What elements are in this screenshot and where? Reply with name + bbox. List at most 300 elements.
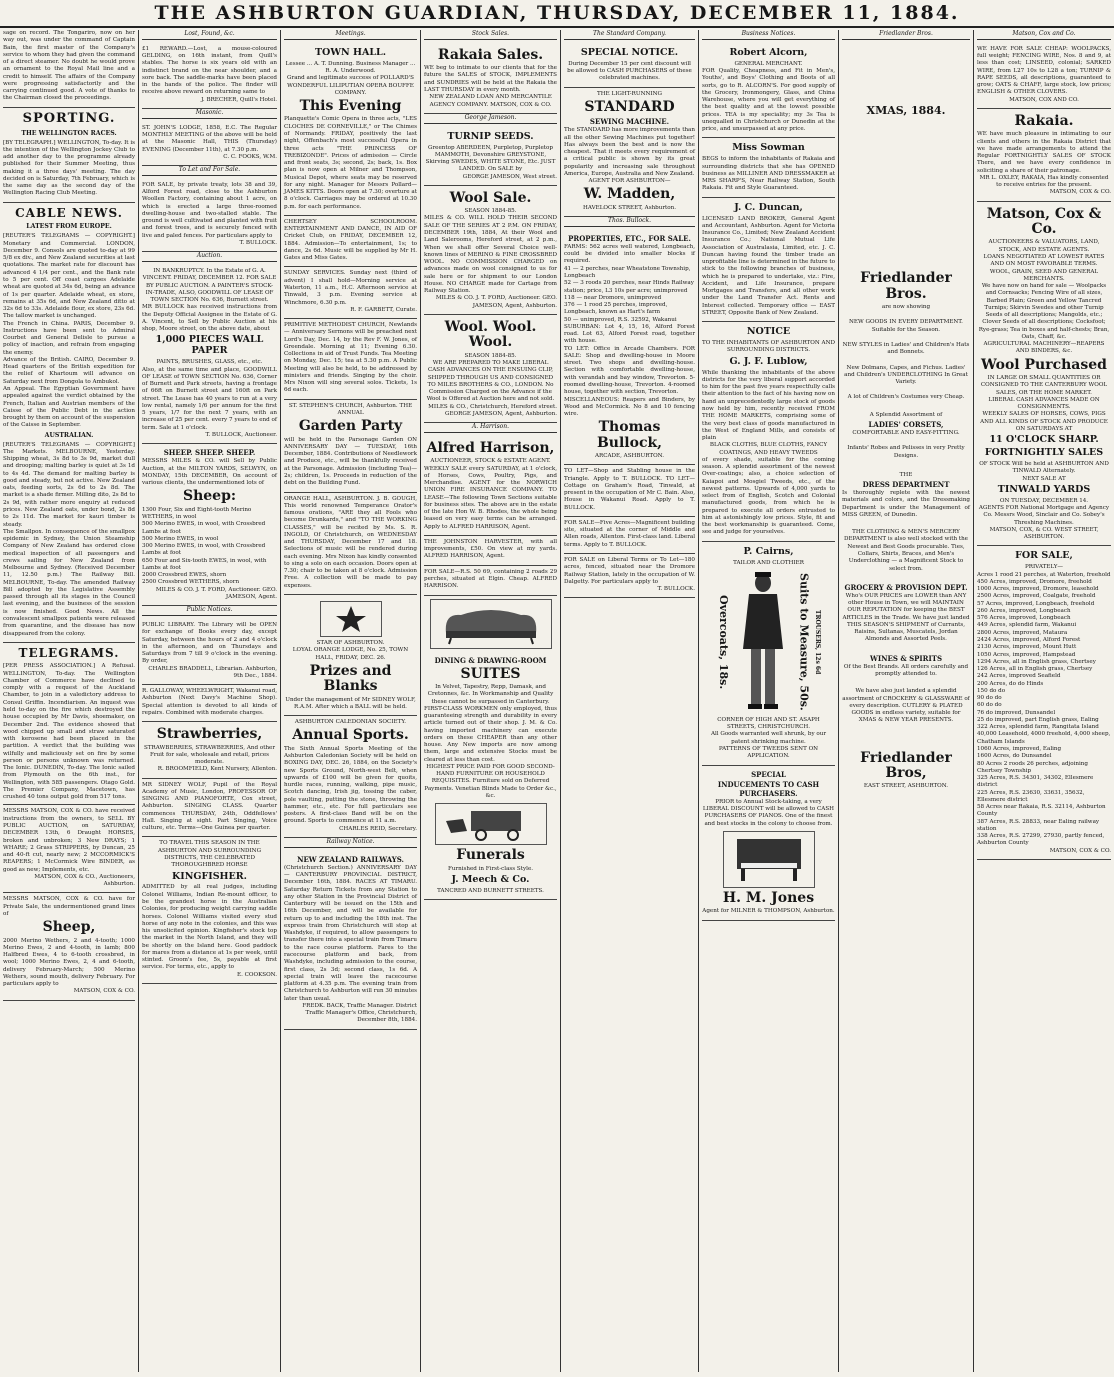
wool-wool-ad xyxy=(424,315,557,423)
suits-label: Suits to Measure, 50s. xyxy=(797,573,811,711)
friedlander-title-2: Friedlander Bros, xyxy=(860,749,952,782)
cable-text: [REUTER'S TELEGRAMS — COPYRIGHT.] Monetary and Commercial. LONDON, December 9. Consols are quoted to-day at 99 5/8 ex div., and New Zealand securities at last quotations. The market rate for discount has advanced 4 1/4 per cent., and the Bank rate to 5 per cent. Off coast cargoes Adelaide wheat are quoted at 34s 6d, being an advance of 1s per quarter. Adelaide wheat, ex store, remains at 35s 6d, and New Zealand ditto at 32s 6d to 33s. Adelaide flour, ex store, 23s 6d. The tallow market is unchanged. xyxy=(3,233,135,320)
suites-title: SUITES xyxy=(460,665,521,682)
corsets-title: LADIES' CORSETS, xyxy=(868,419,944,429)
dining-title: DINING & DRAWING-ROOM xyxy=(434,655,547,665)
duncan-ad xyxy=(702,198,835,323)
wool-sale-title: Wool Sale. xyxy=(449,189,532,206)
have-for-sale-ad xyxy=(977,43,1111,109)
garden-party-text: will be held in the Parsonage Garden ON ANNIVERSARY DAY — TUESDAY, 16th December, 1884. Contributions of Needlework and Produce, etc., will be thankfully received at the Parsonage. Admission (including Tea)—2s; children, 1s. Proceeds in reduction of the debt on the Building Fund. xyxy=(284,436,417,487)
eleven-oclock-title: 11 O'CLOCK SHARP. xyxy=(989,434,1099,446)
farm-lot: 41 — 2 perches, near Wheatstone Township, Longbeach xyxy=(564,265,691,279)
turnip-signature: GEORGE JAMESON, West street. xyxy=(462,173,557,180)
loyal-orange-ad xyxy=(284,595,417,716)
for-sale-2-ad: FOR SALE—Five Acres—Magnificent building site, situated at the corner of Middle and Allen roads, Allenton. First-class land. Liberal terms. Apply to T. BULLOCK. xyxy=(564,517,695,554)
land-lot: 2800 Acres, improved, Mataura xyxy=(977,629,1068,636)
garden-party-title: Garden Party xyxy=(298,418,403,435)
jones-text: Agent for MILNER & THOMPSON, Ashburton. xyxy=(702,908,835,915)
sewing-machine-line: SEWING MACHINE. xyxy=(589,117,670,127)
column-2 xyxy=(139,30,281,1372)
costumes-text: A lot of Children's Costumes very Cheap. xyxy=(847,394,965,401)
harrison-header: A. Harrison. xyxy=(424,423,557,433)
standard-text: The STANDARD has more improvements than all the other Sewing Machines put together! Has always been the best and is now the cheapest. That it meets every requirement of a critical public is shown by its great popularity and increasing sale throughout America, Europe, Australia and New Zealand. xyxy=(564,127,695,177)
races-text: [BY TELEGRAPH.] WELLINGTON, To-day. It is the intention of the Wellington Jockey Club to add another day to the programme already published for their Summer Meeting, thus making it a three days' meeting. The day decided on is Saturday, 7th February, which is the same day as the second day of the Wellington Racing Club Meeting. xyxy=(3,139,135,197)
prizes-title: Prizes and Blanks xyxy=(309,662,392,695)
latest-heading: LATEST FROM EUROPE. xyxy=(26,223,112,231)
sunday-text: SUNDAY SERVICES. Sunday next (third of advent) I shall hold—Morning service at Waterton, 11 a.m., H.C. Afternoon service at Tinwald, 3 p.m. Evening service at Winchmore, 6.30 p.m. xyxy=(284,270,417,306)
library-signature: CHARLES BRADDELL, Librarian. Ashburton, 9th Dec., 1884. xyxy=(148,665,277,679)
masonic-text: ST. JOHN'S LODGE, 1858, E.C. The Regular MONTHLY MEETING of the above will be held at the Masonic Hall, THIS (Thursday) EVENING (December 11th), at 7.30 p.m. xyxy=(142,124,277,153)
land-lot: 2500 Acres, improved, Coalgate, freehold xyxy=(977,593,1096,600)
farm-lot: 52 — 3 roods 20 perches, near Hinds Railway station; price, L3 10s per acre; unimproved xyxy=(564,280,694,294)
suites-ad xyxy=(424,652,557,901)
travel-text: TO TRAVEL THIS SEASON IN THE ASHBURTON AND SURROUNDING DISTRICTS, THE CELEBRATED THOROUGHBRED HORSE xyxy=(157,840,262,869)
masonic-ad xyxy=(142,122,277,166)
jameson-header: George Jameson. xyxy=(424,114,557,124)
hearse-illustration xyxy=(435,803,547,845)
for-sale-3-ad xyxy=(564,554,695,598)
telegrams-heading: TELEGRAMS. xyxy=(3,642,135,662)
auction-header: Auction. xyxy=(142,252,277,262)
kingfisher-ad xyxy=(142,837,277,983)
standard-company-header: The Standard Company. xyxy=(564,30,695,40)
land-lot: 322 Acres, splendid farm, Rangitata Island xyxy=(977,724,1099,731)
wall-paper-line: 1,000 PIECES WALL PAPER xyxy=(155,334,264,357)
harrison-ad xyxy=(424,436,557,536)
land-lot: 25 do improved, part English grass, Ealing xyxy=(977,716,1099,723)
auction-text: MESSRS MATSON, COX & CO. have received instructions from the owners, to SELL BY PUBLIC AUCTION, on SATURDAY, DECEMBER 13th, 6 Draught HORSES, broken and unbroken; 3 New DRAYS; 1 WHARE; 2 Grass STRIPPERS, by Duncan, 25 and 40-ft cut, nearly new; 2 MCCORMICK'S REAPERS; 1 McCormick Wire BINDER, as good as new; Implements, etc. xyxy=(3,808,135,873)
properties-title: PROPERTIES, ETC., FOR SALE. xyxy=(568,233,691,243)
light-running-line: THE LIGHT-RUNNING xyxy=(597,90,662,97)
matson-title: Matson, Cox & Co. xyxy=(986,205,1102,238)
misc-text: MISCELLANEOUS: Reapers and Binders, by Wood and McCormick. No 8 and 10 fencing wire. xyxy=(564,396,695,418)
grocery-text: Who's OUR PRICES are LOWER than ANY other House in Town, we will MAINTAIN OUR REPUTATION for keeping the BEST ARTICLES in the Trade. We have just landed THIS SEASON'S SHIPMENT of Currants, Raisins, Sultanas, Muscatels, Jordan Almonds and Assorted Peels. xyxy=(842,592,970,643)
lost-found-header: Lost, Found, &c. xyxy=(142,30,277,40)
turnip-text: Greentop ABERDEEN, Purpletop, Purpletop MAMMOTH, Devonshire GREYSTONE, Skirving SWEDES, WHITE STONE, Etc. JUST LANDED. On SALE by xyxy=(425,144,556,173)
kingfisher-signature: E. COOKSON. xyxy=(236,971,277,978)
railway-header: Railway Notice. xyxy=(284,838,417,848)
column-4 xyxy=(421,30,561,1372)
shrunk-text: All Goods warranted well shrunk, by our patent shrinking machine. xyxy=(710,731,827,745)
column-8 xyxy=(974,30,1114,1372)
cairns-ad xyxy=(702,542,835,766)
town-hall-ad xyxy=(284,43,417,216)
strawberries-signature: R. BROOMFIELD, Kent Nursery, Allenton. xyxy=(157,766,277,773)
infants-text: Infants' Robes and Pelisses in very Pretty Designs. xyxy=(847,445,965,459)
inducements-ad xyxy=(702,766,835,921)
strawberries-title: Strawberries, xyxy=(156,726,263,743)
standard-title: STANDARD xyxy=(584,98,675,115)
liberal-signature: MILES & CO., Christchurch, Hereford street. GEORGE JAMESON, Agent, Ashburton. xyxy=(428,403,557,417)
highest-text: HIGHEST PRICE PAID FOR GOOD SECOND-HAND FURNITURE OR HOUSEHOLD REQUISITES. Furniture sold on Deferred Payments. Venetian Blinds Made to Order &c., &c. xyxy=(424,763,557,800)
agri-text: AGRICULTURAL MACHINERY—REAPERS AND BINDERS, &c. xyxy=(983,341,1105,355)
stock-list: We have now on hand for sale — Woolpacks and Cornsacks; Fencing Wire of all sizes, Barbed Plain; Green and Yellow Tancred Turnips; Skirvin Swedes and other Turnip Seeds of all descriptions; Mangolds, etc.; Clover Seeds of all descriptions; Cocksfoot; Rye-grass; Tea in boxes and half-chests; Bran, Oats, Chaff, &c. xyxy=(978,283,1110,340)
wool-sale-ad xyxy=(424,186,557,315)
to-let-text: TO LET: Office in Arcade Chambers. FOR SALE: Shop and dwelling-house in Moore street. Two shops and dwelling-house. Section with comfortable dwelling-house, with verandah and bay window, Trevorton. 5-roomed dwelling-house, Trevorton. 4-roomed house, together with section, Trevorton. xyxy=(564,345,695,396)
goodwill-text: Also, at the same time and place, GOODWILL OF LEASE of TOWN SECTION No. 636, Corner of Burnett and Park streets, having a frontage of 66ft on Burnett street and 160ft on Park street. The Lease has 40 years to run at a very low rental, namely 1/6 per annum for the first 5 years, 1/7 for the next 7 years, with an increase of 25 per cent. every 7 years to end of term. Sale at 1 o'clock. xyxy=(142,366,277,431)
smallpox-text: The Smallpox. In consequence of the smallpox epidemic in Sydney, the Union Steamship Company of New Zealand has ordered close medical inspection of all passengers and crews sailing for New Zealand from Melbourne and Sydney. (Received December 11, 12.50 p.m.) The Railway Bill. MELBOURNE, To-day. The amended Railway Bill adopted by the Legislative Assembly passed through all its stages in the Council last evening, and the business of the session is now finished. Good News. All the convalescent smallpox patients were released from quarantine, and the disease has now disappeared from the colony. xyxy=(3,528,135,637)
dolmans-text: New Dolmans, Capes, and Fichus. Ladies' and Children's UNDERCLOTHING In Great Variety. xyxy=(844,364,968,386)
wool-purchased-title: Wool Purchased xyxy=(981,356,1107,373)
agents-signature: MATSON, COX, & CO. WEST STREET, ASHBURTON. xyxy=(989,526,1099,541)
library-ad xyxy=(142,619,277,685)
the-line: THE xyxy=(899,471,913,478)
sofa-icon xyxy=(436,603,546,645)
orange-hall-ad: ORANGE HALL, ASHBURTON. J. B. GOUGH, This world renowned Temperance Orator's famous orations, "ARE they all Fools who become Drunkards," and "TO THE WORKING CLASSES," will be recited by Ms. S. R. INGOLD, Of Christchurch, on WEDNESDAY and THURSDAY, December 17 and 18. Selections of music will be rendered during each evening. Mrs Nixon has kindly consented to sing a solo on each occasion. Doors open at 7.30; chair to be taken at 8 o'clock. Admission Free. A collection will be made to pay expenses. xyxy=(284,493,417,595)
sports-signature: CHARLES REID, Secretary. xyxy=(339,825,417,832)
dress-dept-title: DRESS DEPARTMENT xyxy=(862,480,950,490)
gentleman-figure-icon xyxy=(733,569,793,714)
notice-text: TO THE INHABITANTS OF ASHBURTON AND SURROUNDING DISTRICTS. xyxy=(702,340,835,354)
oxley-signature: MATSON, COX & CO. xyxy=(1049,189,1111,196)
public-notices-header: Public Notices. xyxy=(142,606,277,616)
comfortable-line: COMFORTABLE AND EASY-FITTING. xyxy=(852,429,960,436)
funerals-text: Furnished in First-class Style. xyxy=(447,865,534,872)
inducements-text: PRIOR to Annual Stock-taking, a very LIBERAL DISCOUNT will be allowed to CASH PURCHASERS OF PIANOS. One of the finest and best stocks in the colony to choose from. xyxy=(702,798,835,827)
town-hall-title: TOWN HALL. xyxy=(314,46,387,58)
alcorn-ad xyxy=(702,43,835,139)
column-5 xyxy=(561,30,699,1372)
hearse-icon xyxy=(441,807,541,841)
sheep-lot: 300 Merino EWES, in wool, with Crossbred Lambs at foot xyxy=(142,543,266,557)
sheep-lot: 2500 Crossbred WETHERS, shorn xyxy=(142,579,240,586)
meech-title: J. Meech & Co. xyxy=(451,873,530,885)
sofa-illustration xyxy=(430,599,552,649)
star-emblem xyxy=(320,601,382,637)
star-icon xyxy=(331,604,371,634)
paints-line: PAINTS, BRUSHES, GLASS, etc., etc. xyxy=(156,359,263,366)
sheep-lot: 2000 Crossbred EWES, shorn xyxy=(142,572,227,579)
thomas-bullock-title: Thomas Bullock, xyxy=(596,419,663,451)
cable-heading: CABLE NEWS. xyxy=(3,202,135,222)
farms-text: FARMS: 562 acres well watered, Longbeach, could be divided into smaller blocks if required. xyxy=(564,243,695,265)
duncan-text: LICENSED LAND BROKER, General Agent and Accountant, Ashburton. Agent for Victoria Insurance Co., Limited; New Zealand Accident Insurance Co.; National Mutual Life Association of Australasia, Limited, etc. J. C. Duncan having found the timber trade an unprofitable line is determined in the future to stick to the following branches of business, which he is prepared to undertake, viz.: Fire, Accident, and Life Insurance, prepare Mortgages and Transfers, and all other work under the Land Transfer Act. Rents and Interest collected. Temporary office — EAST STREET, Opposite Bank of New Zealand. xyxy=(702,215,835,316)
sunday-signature: R. F. GARBETT, Curate. xyxy=(350,306,417,313)
harrison-role: AUCTIONEER, STOCK & ESTATE AGENT. xyxy=(430,458,551,465)
appeal-text: An Appeal. The Egyptian Government have appealed against the verdict obtained by the French, Italian and Austrian members of the Caisse of the Public Debt in the action brought by them on account of the suspension of the Caisse in September. xyxy=(3,385,135,429)
wines-title: WINES & SPIRITS xyxy=(869,653,943,663)
bankruptcy-ad xyxy=(142,265,277,444)
wool-season-2: SEASON 1884-85. xyxy=(464,352,517,359)
lessee-line: Lessee ... A. T. Dunning. Business Manager ... R. A. Underwood. xyxy=(285,60,416,74)
agents-text: AGENTS FOR National Mortgage and Agency Co. Messrs Wood, Sinclair and Co. Sobey's Threshing Machines. xyxy=(978,505,1110,526)
for-sale-3-signature: T. BULLOCK. xyxy=(657,586,695,593)
to-let-header: To Let and For Sale. xyxy=(142,166,277,176)
land-lot: 325 Acres, R.S. 34301, 34302, Ellesmere district xyxy=(977,775,1094,789)
land-lot: 260 Acres, improved, Longbeach xyxy=(977,607,1071,614)
special-notice-text: During December 15 per cent discount will be allowed to CASH PURCHASERS of these celebrated machines. xyxy=(567,60,692,82)
privately-line: PRIVATELY— xyxy=(1024,564,1064,571)
to-let-signature: T. BULLOCK. xyxy=(239,239,277,246)
meech-address: TANCRED AND BURNETT STREETS. xyxy=(437,887,544,894)
friedlander-title: Friedlander Bros. xyxy=(860,270,952,302)
strawberries-text: STRAWBERRIES, STRAWBERRIES, And other Fruit for sale, wholesale and retail, prices moderate. xyxy=(143,744,276,766)
sheep-lot: 650 Four and Six-tooth EWES, in wool, with Lambs at foot xyxy=(142,557,267,571)
rakaia-text: WE have much pleasure in intimating to our clients and others in the Rakaia District that we have made arrangements to attend the Regular FORTNIGHTLY SALES OF STOCK There, and we have every confidence in soliciting a share of their patronage. xyxy=(977,131,1111,174)
sheep-lots-title: Sheep: xyxy=(182,488,237,505)
reward-ad xyxy=(142,43,277,109)
large-small-text: IN LARGE OR SMALL QUANTITIES OR CONSIGNED TO THE CANTERBURY WOOL SALES, OR THE HOME MARKET. xyxy=(980,375,1108,396)
sheep-sale-ad xyxy=(142,444,277,606)
suites-text: In Velvet, Tapestry, Repp, Damask, and Cretonnes, &c. In Workmanship and Quality these cannot be surpassed in Canterbury. xyxy=(427,684,554,705)
sheep-ad xyxy=(3,893,135,1000)
pollard-line: Grand and legitimate success of POLLARD'S WONDERFUL LILIPUTIAN OPERA BOUFFE COMPANY. xyxy=(287,75,414,96)
column-3 xyxy=(281,30,421,1372)
alcorn-text: FOR Quality, Cheapness, and Fit in Men's, Youths', and Boys' Clothing and Boots of all sorts, go to R. ALCORN'S. For good supply of the Grocery, Ironmongery, Glass, and China Warehouse, where you will get everything of the best quality and at the lowest possible prices. TEA is my speciality; my 3s Tea is unequalled in Christchurch or Dunedin at the price, and unsurpassed at any price. xyxy=(702,67,835,133)
special-line: SPECIAL xyxy=(751,769,786,779)
special-notice-ad xyxy=(564,43,695,88)
rakaia-sales-ad xyxy=(424,43,557,114)
firstclass-text: FIRST-CLASS WORKMEN only employed, thus guaranteeing strength and durability in every article turned out of their shop. J. M. & Co. having imported machinery can execute orders on these CHEAPER than any other house. Any New imports are now among them, large and extensive Stocks must be cleared at less than cost. xyxy=(424,705,557,763)
madden-title: W. Madden, xyxy=(583,186,676,203)
to-let-ad xyxy=(142,179,277,252)
primitive-ad: PRIMITIVE METHODIST CHURCH, Newlands — Anniversary Sermons will be preached next Lord's Day, Dec. 14, by the Rev F. W. Jones, of Greendale. Morning at 11; Evening 6.30. Collections in aid of Trust Funds. Tea Meeting on Monday, Dec. 15; tea at 5.30 p.m. A Public Meeting will also be held, to be addressed by ministers and friends. Singing by the choir. Mrs Nixon will sing several solos. Tickets, 1s 6d each. xyxy=(284,319,417,400)
caledonian-ad xyxy=(284,716,417,838)
land-lot: 57 Acres, improved, Longbeach, freehold xyxy=(977,600,1095,607)
inducements-title: INDUCEMENTS TO CASH PURCHASERS. xyxy=(717,779,820,798)
arcade-line: ARCADE, ASHBURTON. xyxy=(594,453,664,460)
agent-line: AGENT FOR ASHBURTON— xyxy=(588,178,671,185)
railways-title: NEW ZEALAND RAILWAYS. xyxy=(297,854,404,864)
farm-lot: 50 — unimproved, R.S. 32592, Wakanui xyxy=(564,316,677,323)
have-for-sale-text: WE HAVE FOR SALE CHEAP: WOOLPACKS, full weight; FENCING WIRE, Nos. 8 and 9, at less than cost; LINSEED, colonial; SARKED WIRE, from L27 10s to L28 a ton; TURNIP & RAPE SEEDS, all descriptions, guaranteed to grow; OATS & CHAFF, large stock, low prices; ENGLISH & OTHER CLOVERS. xyxy=(977,45,1111,96)
special-notice-title: SPECIAL NOTICE. xyxy=(580,46,679,58)
australian-text: [REUTER'S TELEGRAMS — COPYRIGHT.] The Markets. MELBOURNE, Yesterday. Shipping wheat, 3s 8d to 3s 9d, market dull and drooping; malting barley is quiet at 3s 1d to 4s 4d. The demand for malting barley is good and steady, but not active. New Zealand oats, feeding sorts, 2s 6d to 2s 8d. The market is a shade firmer. Milling dito, 2s 8d to 2s 9d, with rather more enquiry at reduced prices. New Zealand oats, under bond, 2s 8d to 2s 11d. The market for kauri timber is steady. xyxy=(3,441,135,528)
standard-ad xyxy=(564,88,695,218)
land-lot: Acres 1 rood 21 perches, at Waterton, freehold xyxy=(977,571,1111,578)
crockery-text: We have also just landed a splendid assortment of CROCKERY & GLASSWARE of every description. CUTLERY & PLATED GOODS in endless variety, suitable for XMAS & NEW YEAR PRESENTS. xyxy=(842,688,970,724)
wool-wool-title: Wool. Wool. Wool. xyxy=(444,318,537,351)
land-lot: 449 Acres, splendid farm, Wakanui xyxy=(977,622,1077,629)
overcoats-label: Overcoats, 18s. xyxy=(717,594,731,690)
sheep-lot: 1300 Four, Six and Eight-tooth Merino WETHERS, in wool xyxy=(142,506,252,520)
reward-signature: J. BRECHER, Quill's Hotel. xyxy=(201,96,277,103)
sheep-lot: 500 Merino EWES, in wool, with Crossbred Lambs at foot xyxy=(142,521,266,535)
sports-text: The Sixth Annual Sports Meeting of the Ashburton Caledonian Society will be held on BOXING DAY, DEC. 26, 1884, on the Society's new Sports Ground, North-west Belt, when upwards of £100 will be given for quoits, hurdle races, running, walking, pipe music, Scotch dancing, Irish jig, tossing the caber, pole vaulting, putting the stone, throwing the hammer, etc., etc. For full particulars see posters. A first-class Band will be on the ground. Sports to commence at 11 a.m. xyxy=(284,745,417,825)
harvester-ad: THE JOHNSTON HARVESTER, with all improvements, £50. On view at my yards. ALFRED HARRISON, Agent. xyxy=(424,536,557,566)
for-sale-3-text: FOR SALE on Liberal Terms or To Let—180 acres, fenced, situated near the Dromore Railway Station, lately in the occupation of W. Dalgetty. For particulars apply to xyxy=(564,557,695,585)
duncan-title: J. C. Duncan, xyxy=(734,201,803,213)
rakaia-sales-title: Rakaia Sales. xyxy=(437,46,544,63)
telegrams-text: [PER PRESS ASSOCIATION.] A Refusal. WELLINGTON, To-day. The Wellington Chamber of Commerce have declined to comply with a request of the Auckland Chamber, to join in a valedictory address to Consul Griffin. Incendiarism. An inquest was held to-day on the fire which destroyed the house occupied by Mr Davis, shoemaker, on December 2nd. The evidence showed that wood chipped up small and straw saturated with kerosene had been placed in the partition. A verdict that the building was wilfully and maliciously set on fire by some person or persons unknown was returned. The Ionic. DUNEDIN, To-day. The Ionic sailed from Plymouth on the 6th inst., for Wellington, with 585 passengers. Otago Gold. The Premier Company, Macetown, has crushed 40 tons output gold from 517 tons. xyxy=(3,663,135,801)
corner-text: CORNER OF HIGH AND ST. ASAPH STREETS, CHRISTCHURCH. xyxy=(717,716,820,731)
library-text: PUBLIC LIBRARY. The Library will be OPEN for exchange of Books every day, except Saturday, between the hours of 2 and 4 o'clock in the afternoon, and on Thursdays and Saturdays from 7 till 9 o'clock in the evening. By order, xyxy=(142,621,277,665)
jones-title: H. M. Jones xyxy=(722,889,815,906)
tinwald-title: TINWALD YARDS xyxy=(997,483,1091,495)
loyal-line: LOYAL ORANGE LODGE, No. 25, TOWN HALL, FRIDAY, DEC. 26. xyxy=(292,647,409,661)
cloths-list: BLACK CLOTHS, BLUE CLOTHS, FANCY COATINGS, AND HEAVY TWEEDS xyxy=(709,442,828,456)
lublow-text: While thanking the inhabitants of the above districts for the very liberal support accorded to him for the past five years respectfully calls their attention to the fact of his having now on hand an unprecedentedly large stock of goods now held by him, recently received FROM THE HOME MARKETS, comprising some of the very best class of goods manufactured in the West of England Mills, and consists of plain xyxy=(702,369,835,442)
masthead: THE ASHBURTON GUARDIAN, THURSDAY, DECEMBER 11, 1884. xyxy=(0,0,1114,28)
sporting-heading: SPORTING. xyxy=(3,107,135,128)
wool-sale-text: MILES & CO. WILL HOLD THEIR SECOND SALE OF THE SERIES AT 2 P.M. ON FRIDAY, DECEMBER 19th, 1884, At their Wool and Land Salerooms, Hereford street, at 2 p.m., When we shall offer Several Choice well-known lines of MERINO & FINE CROSSBRED WOOL. NO COMMISSION CHARGED on advances made on wool consigned to us for sale here or for shipment to our London House. NO CHARGE made for Cartage from Railway Station. xyxy=(424,215,557,295)
friedlander-address: EAST STREET, ASHBURTON. xyxy=(863,783,949,790)
land-lot: 80 Acres 2 roods 26 perches, adjoining Chertsey Township xyxy=(977,760,1088,774)
star-line: STAR OF ASHBURTON. xyxy=(316,639,385,646)
for-sale-title: FOR SALE, xyxy=(1015,550,1073,562)
lublow-ad xyxy=(702,322,835,541)
land-lot: 1600 Acres, do Dunsandel xyxy=(977,753,1052,760)
railways-ad xyxy=(284,851,417,1030)
harrison-forsale-ad: FOR SALE—R.S. 50 69, containing 2 roads 29 perches, situated at Elgin. Cheap. ALFRED HARRISON. xyxy=(424,566,557,596)
piano-illustration xyxy=(723,831,815,888)
assortment-line: A Splendid Assortment of xyxy=(869,411,943,418)
reward-text: £1 REWARD.—Lost, a mouse-coloured GELDING, on 16th instant, from Quill's stables. The horse is six years old with an indistinct brand on the near shoulder, and a sore back. The saddle-marks have been placed in the hands of the police. The finder will receive above reward on returning same to xyxy=(142,45,277,96)
column-6 xyxy=(699,30,839,1372)
sowman-ad xyxy=(702,138,835,197)
australian-heading: AUSTRALIAN. xyxy=(44,431,94,439)
land-lot: 76 do improved, Dunsandel xyxy=(977,709,1056,716)
loans-text: LOANS NEGOTIATED AT LOWEST RATES AND ON MOST FAVORABLE TERMS. xyxy=(983,254,1105,268)
races-heading: THE WELLINGTON RACES. xyxy=(21,129,117,137)
meetings-header: Meetings. xyxy=(284,30,417,40)
matson-ad xyxy=(977,202,1111,547)
sheep-intro: MESSRS MATSON, COX & CO. have for Private Sale, the undermentioned grand lines of xyxy=(3,896,135,917)
matson-role: AUCTIONEERS & VALUATORS, LAND, STOCK, AND ESTATE AGENTS. xyxy=(988,239,1100,253)
oxley-text: MR L. OXLEY, RAKAIA, Has kindly consented to receive entries for the present. xyxy=(979,174,1109,189)
cairns-title: P. Cairns, xyxy=(743,545,794,557)
land-lot: 2130 Acres, improved, Mount Hutt xyxy=(977,644,1077,651)
madden-address: HAVELOCK STREET, Ashburton. xyxy=(582,204,677,211)
alcorn-title: Robert Alcorn, xyxy=(729,46,808,58)
stephens-line: ST. STEPHEN'S CHURCH, Ashburton. THE ANNUAL xyxy=(288,402,413,416)
next-sale-line: NEXT SALE AT xyxy=(1022,475,1066,482)
miles-signature: MILES & CO. J. T. FORD, Auctioneer. GEO. JAMESON, Agent. xyxy=(155,586,277,600)
land-lot: 1294 Acres, all in English grass, Chertsey xyxy=(977,658,1096,665)
have-for-sale-signature: MATSON, COX AND CO. xyxy=(1009,96,1079,103)
land-lot: 1050 Acres, improved, Hampstead xyxy=(977,651,1076,658)
grocery-title: GROCERY & PROVISION DEPT. xyxy=(844,582,968,592)
land-lot: 450 Acres, improved, Dromore, freehold xyxy=(977,578,1092,585)
tinwald-date: ON TUESDAY, DECEMBER 14. xyxy=(999,497,1089,504)
rakaia-ad xyxy=(977,109,1111,202)
xmas-title: XMAS, 1884. xyxy=(866,103,946,117)
garden-party-ad xyxy=(284,400,417,493)
new-goods-text: NEW GOODS IN EVERY DEPARTMENT. Suitable for the Season. xyxy=(849,319,963,333)
column-1 xyxy=(0,30,139,1372)
advance-text: Advance of the British. CAIRO, December 9. Head quarters of the British expedition for the relief of Khartoum will advance on Saturday next from Dongola to Ambukol. xyxy=(3,356,135,385)
for-sale-signature: MATSON, COX & CO. xyxy=(1049,847,1111,854)
turnip-ad xyxy=(424,127,557,186)
land-lot: 60 do do xyxy=(977,702,1002,709)
sheep-lot: 500 Merino EWES, in wool xyxy=(142,535,219,542)
wool-sale-signature: MILES & CO. J. T. FORD, Auctioneer. GEO. JAMESON, Agent, Ashburton. xyxy=(435,295,557,309)
bullock-text: MR BULLOCK has received instructions from the Deputy Official Assignee in the Estate of G. A. Vincent, to Sell by Public Auction at his shop, Moore street, on the above date, about xyxy=(142,304,277,333)
auction-ad xyxy=(3,804,135,893)
column-7 xyxy=(839,30,974,1372)
turnip-title: TURNIP SEEDS. xyxy=(447,130,534,142)
land-lot: 126 Acres, all in English grass, Chertsey xyxy=(977,666,1093,673)
liberal-text: WE ARE PREPARED TO MAKE LIBERAL CASH ADVANCES ON THE ENSUING CLIP, SHIPPED THROUGH US AND CONSIGNED TO MILES BROTHERS & CO., LONDON. No Commission Charged on the Advance if the Wool is Offered at Auction here and not sold. xyxy=(426,359,555,403)
railways-text: (Christchurch Section.) ANNIVERSARY DAY — CANTERBURY PROVINCIAL DISTRICT, December 16th, 1884. RACES AT TIMARU. Saturday Return Tickets from any Station to any other Station in the Provincial District of Canterbury will be issued on the 15th and 16th December, and will be available for return up to and including the 18th inst. The express train from Christchurch will stop at Washdyke, if required, to allow passengers to transfer there into a special train from Timaru to the race course platform. Fares to the racecourse platform and back, from Washdyke, including admission to the course, first class, 2s 3d; second class, 1s 6d. A special train will leave the racecourse platform at 4.35 p.m. The evening train from Christchurch to Ashburton will run 30 minutes later than usual. xyxy=(284,864,417,1002)
business-notices-header: Business Notices. xyxy=(702,30,835,40)
friedlander-header: Friedlander Bros. xyxy=(842,30,970,40)
wool-season: SEASON 1884-85. xyxy=(464,208,517,215)
galloway-ad: R. GALLOWAY, WHEELWRIGHT, Wakanui road, Ashburton (Next Davy's Machine Shop). Special attention is devoted to all kinds of repairs. Combined with moderate charges. xyxy=(142,685,277,722)
notice-title: NOTICE xyxy=(746,326,791,338)
to-let-text: FOR SALE, by private treaty, lots 38 and 39, Alford Forest road, close to the Ashburton Woollen Factory, containing about 1 acre, on which is erected a large three-roomed dwelling-house and two-stalled stable. The ground is well cultivated and planted with fruit and forest trees, and is securely fenced with live and paled fences. For particulars apply to xyxy=(142,181,277,239)
caledonian-line: ASHBURTON CALEDONIAN SOCIETY. xyxy=(294,719,407,726)
land-lot: 1060 Acres, improved, Ealing xyxy=(977,745,1062,752)
land-lot: 58 Acres near Rakaia, R.S. 32114, Ashburton County xyxy=(977,804,1106,818)
land-lot: 1000 Acres, improved, Dromore, leasehold xyxy=(977,586,1099,593)
piano-icon xyxy=(729,835,809,883)
for-sale-ad xyxy=(977,546,1111,860)
to-let-2-ad: TO LET—Shop and Stabling house in the Triangle. Apply to T. BULLOCK. TO LET—Cottage on Graham's Road, Tinwald, at present in the occupation of Mr C. Bain. Also, House in Wakanui Road. Apply to T. BULLOCK. xyxy=(564,465,695,517)
land-lot: 90 do do xyxy=(977,695,1002,702)
suburban-text: SUBURBAN: Lot 4, 15, 16, Alford Forest road. Lot 63, Alford Forest road, together with house. xyxy=(564,323,695,345)
patterns-text: PATTERNS OF TWEEDS SENT ON APPLICATION. xyxy=(718,746,819,760)
cairns-role: TAILOR AND CLOTHIER xyxy=(733,559,804,566)
funerals-title: Funerals xyxy=(456,847,525,864)
dress-dept-text: Is thoroughly replete with the newest materials and colors, and the Dressmaking Department is under the Management of MISS GREEN, of Dunedin. xyxy=(842,490,970,518)
railways-signature: FREDK. BACK, Traffic Manager. District Traffic Manager's Office, Christchurch, December 8th, 1884. xyxy=(302,1002,417,1024)
mercery-text: THE CLOTHING & MEN'S MERCERY DEPARTMENT is also well stocked with the Newest and Best Goods procurable. Ties, Collars, Shirts, Braces, and Men's Underclothing — a Magnificent Stock to select from. xyxy=(844,529,968,572)
harrison-text: WEEKLY SALE every SATURDAY, at 1 o'clock, of Horses, Cows, Poultry, Pigs, and Merchandise. AGENT for the NORWICH UNION FIRE INSURANCE COMPANY. TO LEASE—The following Town Sections suitable for business sites. The above are in the estate of the late Hon W. B. Rhodes, the whole being leased on very easy terms can be arranged. Apply to ALFRED HARRISON, Agent. xyxy=(424,465,557,530)
liberal-advances-text: LIBERAL CASH ADVANCES MADE ON CONSIGNMENTS. xyxy=(988,396,1100,411)
sowman-text: BEGS to inform the inhabitants of Rakaia and surrounding districts that she has OPENED business as MILLINER AND DRESSMAKER at MRS SHARP'S, Near Railway Station, South Rakaia. Fit and Style Guaranteed. xyxy=(702,156,835,192)
farm-lot: 376 — 1 rood 25 perches, improved, Longbeach, known as Hart's farm xyxy=(564,302,668,316)
prizes-text: Under the management of Mr SIDNEY WOLF, R.A.M. After which a BALL will be held. xyxy=(285,696,416,710)
kingfisher-title: KINGFISHER. xyxy=(172,870,247,882)
kingfisher-text: ADMITTED by all real judges, including Colonel Williams, Indian Re-mount officer, to be the grandest horse in the Australian Colonies, for producing weight carrying saddle horses. Colonel Williams visited every stud horse of any note in the colonies, and this was his unsolicited opinion. Kingfisher's stock top the market in the North Island, and they will be shortly on the Island here. Good paddock for mares from a distance at 1s per week, until stinted. Groom's fee, 5s, payable at first service. For terms, etc., apply to xyxy=(142,884,277,971)
new-styles-text: NEW STYLES in Ladies' and Children's Hats and Bonnets. xyxy=(842,342,970,356)
land-lot: 242 Acres, improved Seafield xyxy=(977,673,1061,680)
auction-signature: MATSON, COX & CO., Auctioneers, Ashburton. xyxy=(34,873,135,888)
bullock-header: Thos. Bullock. xyxy=(564,217,695,227)
showing-line: are now showing xyxy=(881,304,931,311)
land-lot: 2424 Acres, improved, Alford Forest xyxy=(977,636,1081,643)
weekly-sales-text: WEEKLY SALES OF HORSES, COWS, PIGS AND ALL KINDS OF STOCK AND PRODUCE ON SATURDAYS AT xyxy=(980,411,1108,432)
sunday-services-ad xyxy=(284,267,417,319)
land-lot: 150 do do xyxy=(977,687,1006,694)
wines-text: Of the Best Brands. All orders carefully and promptly attended to. xyxy=(843,663,969,678)
masonic-header: Masonic. xyxy=(142,109,277,119)
cairns-figure-block xyxy=(702,567,835,717)
rakaia-sales-text: WE beg to intimate to our clients that for the future the SALES of STOCK, IMPLEMENTS and SUNDRIES will be held at the Rakaia the LAST THURSDAY in every month. xyxy=(424,65,557,93)
harrison-title: Alfred Harrison, xyxy=(426,439,555,456)
alcorn-role: GENERAL MERCHANT. xyxy=(734,60,803,67)
sheep-title: Sheep, xyxy=(42,919,96,936)
intro-paragraph: sage on record. The Tongariro, now on her way out, was under the command of Captain Bain, the first master of the Company's service to whom they had given the command of a direct steamer. No doubt he would prove an ornament to the Royal Mail line and a credit to himself. The affairs of the Company were progressing satisfactorily and the carrying continued good. A vote of thanks to the Chairman closed the proceedings. xyxy=(3,30,135,102)
wolf-ad: MR SIDNEY WOLF, Pupil of the Royal Academy of Music, London, PROFESSOR OF SINGING AND PIANOFORTE, Cox street, Ashburton. SINGING CLASS. Quarter commences THURSDAY, 24th, Oddfellows' Hall. Singing at sight. Part Singing, Voice culture, etc. Terms—One Guinea per quarter. xyxy=(142,779,277,838)
fortnightly-title: FORTNIGHTLY SALES xyxy=(984,447,1104,459)
land-lot: 338 Acres, R.S. 27299, 27930, partly fenced, Ashburton County xyxy=(977,833,1105,847)
chertsey-ad: CHERTSEY SCHOOLROOM. ENTERTAINMENT AND DANCE, IN AID OF Cricket Club, on FRIDAY, DECEMBER 12, 1884. Admission—To entertainment, 1s; to dance, 2s 6d. Music will be supplied by Mr H. Gates and Miss Gates. xyxy=(284,216,417,268)
sheep-list: 2000 Merino Wethers, 2 and 4-tooth; 1000 Merino Ewes, 2 and 4-tooth, in lamb; 800 Halfbred Ewes, 4 to 6-tooth crossbred, in wool; 1000 Merino Ewes, 2, 4 and 6-tooth, delivery February-March; 500 Merino Wethers, sound mouth, delivery February. For particulars apply to xyxy=(3,937,135,988)
land-lot: 40,000 Leasehold, 4000 freehold, 4,000 sheep, Chatham Islands xyxy=(977,731,1111,745)
stock-text: OF STOCK Will be held at ASHBURTON AND TINWALD Alternately. xyxy=(979,461,1109,475)
land-lot: 225 Acres, R.S. 23630, 33631, 35632, Ellesmere district xyxy=(977,789,1085,803)
properties-ad xyxy=(564,230,695,466)
land-lot: 387 Acres, R.S. 28833, near Ealing railway station xyxy=(977,818,1100,832)
strawberries-ad xyxy=(142,722,277,778)
this-evening-text: Planquette's Comic Opera in three acts, "LES CLOCHES DE CORNEVILLE," or The Chimes of Normandy. FRIDAY, positively the last night, Offenbach's most successful Opera in three acts "THE PRINCESS OF TREBIZONDE". Prices of admission — Circle and front seats, 3s; second, 2s; back, 1s. Box plan is now open at Milner and Thompson, Musical Depot, where seats may be reserved for any night. Manager for Messrs Pollard—JAMES KITTS. Doors open at 7.30; overture at 8 o'clock. Carriages may be ordered at 10.30 p.m. for each performance. xyxy=(284,116,417,210)
sowman-title: Miss Sowman xyxy=(732,142,805,154)
stock-sales-header: Stock Sales. xyxy=(424,30,557,40)
farm-lot: 118 — near Dromore, unimproved xyxy=(564,294,662,301)
annual-sports-title: Annual Sports. xyxy=(292,727,409,744)
lublow-text-2: of every shade, suitable for the coming season. A splendid assortment of the newest Over-coatings; also, a choice selection of Kaiapoi and Mosgiel Tweeds, etc., of the newest patterns. Upwards of 4,000 yards to select from of English, Scotch and Colonial manufactured goods, from which he is prepared to execute all orders entrusted to him at astonishingly low prices. Style, fit and the best workmanship is guaranteed. Come, see and judge for yourselves. xyxy=(702,456,835,536)
trousers-label: TROUSERS, 12s 6d xyxy=(814,609,822,675)
sheep-banner: SHEEP. SHEEP. SHEEP. xyxy=(163,448,256,458)
bankruptcy-text: IN BANKRUPTCY. In the Estate of G. A. VINCENT. FRIDAY, DECEMBER 12. FOR SALE BY PUBLIC AUCTION. A PAINTER'S STOCK-IN-TRADE, ALSO, GOODWILL OF LEASE OF TOWN SECTION No. 636, Burnett street. xyxy=(142,268,277,304)
land-lot: 576 Acres, improved, Longbeach xyxy=(977,615,1071,622)
rakaia-title: Rakaia. xyxy=(1014,112,1074,129)
french-text: The French in China. PARIS, December 9. Instructions have been sent to Admiral Courbet and General Delisle to pursue a policy of inaction, and refrain from engaging the enemy. xyxy=(3,320,135,356)
rakaia-sales-signature: NEW ZEALAND LOAN AND MERCANTILE AGENCY COMPANY. MATSON, COX & CO. xyxy=(429,94,552,108)
land-lot: 200 Acres, do do Hinds xyxy=(977,680,1044,687)
